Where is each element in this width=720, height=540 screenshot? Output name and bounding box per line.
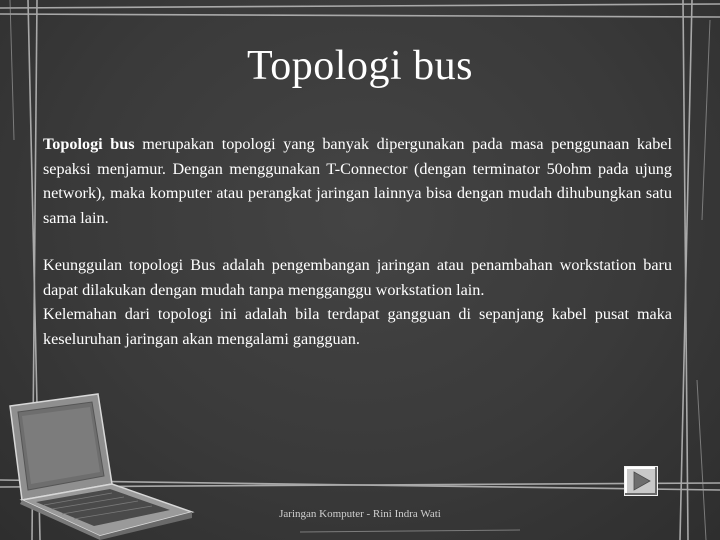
next-slide-button[interactable] — [624, 466, 658, 496]
slide-title: Topologi bus — [247, 43, 473, 89]
play-triangle-icon — [625, 467, 657, 495]
paragraph-definition-text: merupakan topologi yang banyak dipergunakan pada masa penggunaan kabel sepaksi menjamur. Dengan menggunakan T-Connector (dengan terminator 50ohm pada ujung network), maka komputer atau perangkat jaringan lainnya bisa dengan mudah dihubungkan satu sama lain. — [43, 135, 672, 227]
paragraph-advantages: Keunggulan topologi Bus adalah pengembangan jaringan atau penambahan workstation baru dapat dilakukan dengan mudah tanpa mengganggu workstation lain. — [43, 256, 672, 299]
paragraph-definition — [43, 132, 672, 230]
paragraph-lead-term: Topologi bus — [43, 135, 135, 153]
slide-footer: Jaringan Komputer - Rini Indra Wati — [279, 508, 441, 520]
slide-body — [43, 132, 672, 351]
paragraph-disadvantages: Kelemahan dari topologi ini adalah bila terdapat gangguan di sepanjang kabel pusat maka keseluruhan jaringan akan mengalami gangguan. — [43, 305, 672, 348]
